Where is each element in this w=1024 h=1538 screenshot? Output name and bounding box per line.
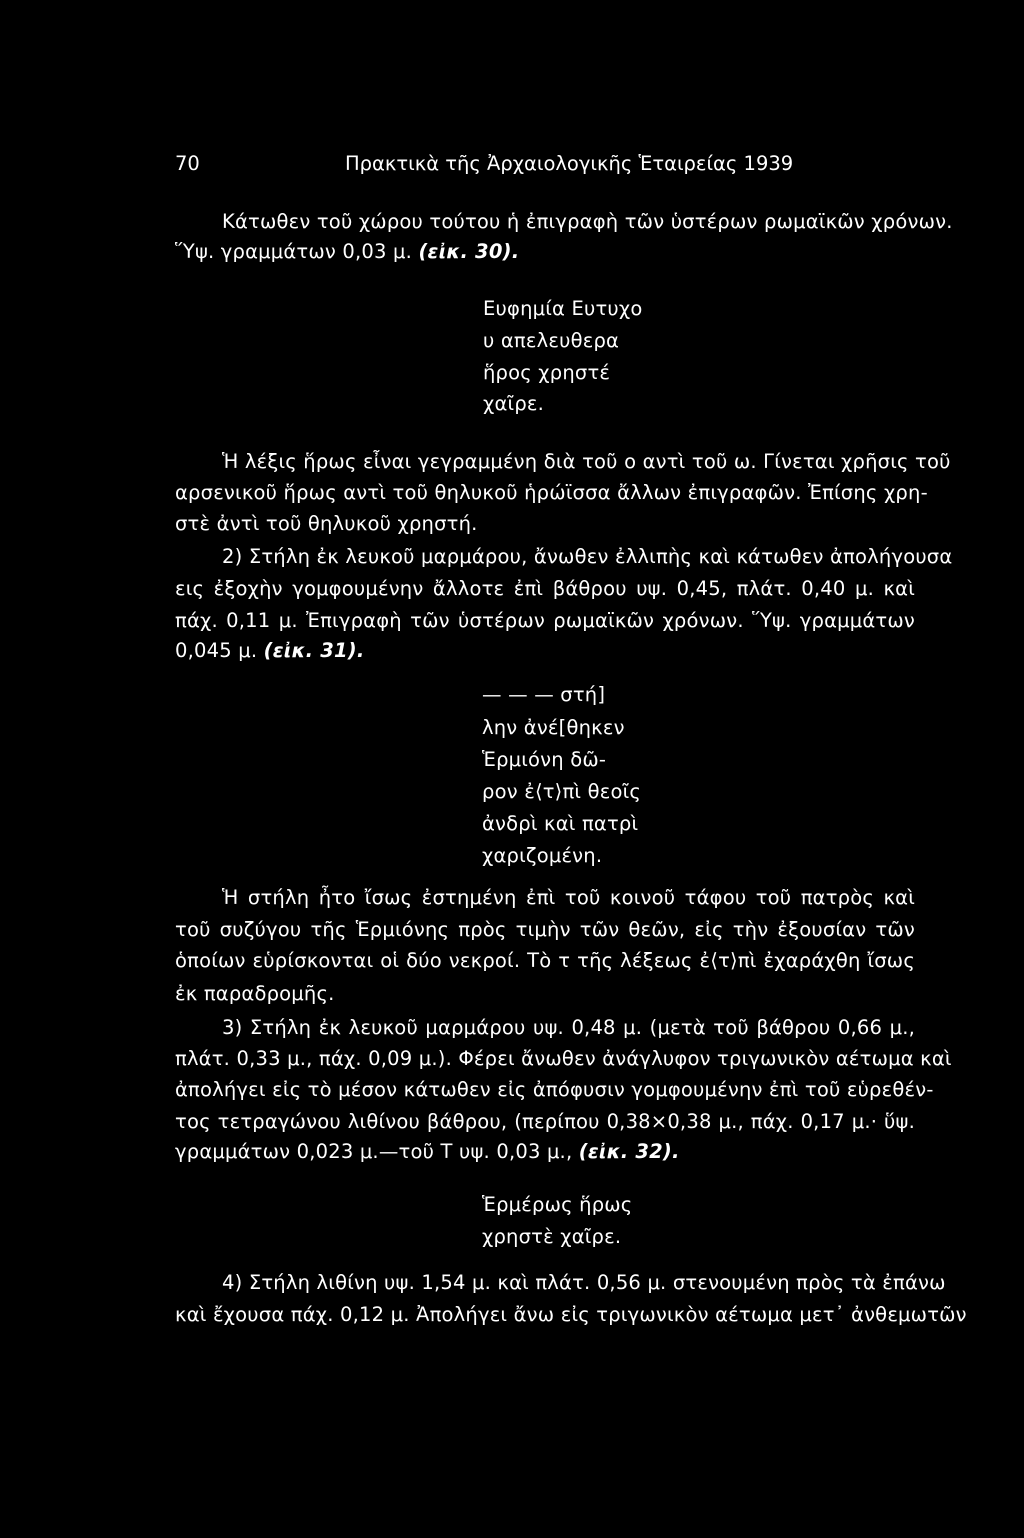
inscription1-line3: ἥρος χρηστέ [483, 361, 611, 384]
para4-line4: ἐκ παραδρομῆς. [175, 982, 335, 1005]
page-number: 70 [175, 152, 200, 175]
figure-ref-30: (εἰκ. 30). [418, 240, 520, 263]
para5-line2: πλάτ. 0,33 μ., πάχ. 0,09 μ.). Φέρει ἄνωθεν ἀνάγλυφον τριγωνικὸν αέτωμα καὶ [175, 1047, 952, 1070]
para2-line1: Ἡ λέξις ἥρως εἶναι γεγραμμένη διὰ τοῦ ο αντὶ τοῦ ω. Γίνεται χρῆσις τοῦ [222, 450, 951, 473]
inscription2-line4: ρον ἐ⟨τ⟩πὶ θεοῖς [482, 780, 642, 803]
para6-line2: καὶ ἔχουσα πάχ. 0,12 μ. Ἀπολήγει ἄνω εἰς τριγωνικὸν αέτωμα μετ᾽ ἀνθεμωτῶν [175, 1303, 967, 1326]
inscription1-line4: χαῖρε. [483, 392, 545, 415]
para1-line1: Κάτωθεν τοῦ χώρου τούτου ἡ ἐπιγραφὴ τῶν ὑστέρων ρωμαϊκῶν χρόνων. [222, 210, 953, 233]
para3-line4 [175, 639, 915, 663]
para3-text: 0,045 μ. [175, 639, 258, 662]
inscription1-line2: υ απελευθερα [483, 329, 620, 352]
para5-line5 [175, 1140, 915, 1164]
para1-line2 [175, 240, 915, 264]
inscription2-line5: ἀνδρὶ καὶ πατρὶ [482, 812, 639, 835]
para4-line3: ὁποίων εὑρίσκονται οἱ δύο νεκροί. Τὸ τ τῆς λέξεως ἐ⟨τ⟩πὶ ἐχαράχθη ἴσως [175, 949, 915, 972]
running-title: Πρακτικὰ τῆς Ἀρχαιολογικῆς Ἑταιρείας 1939 [345, 152, 794, 175]
para3-line3: πάχ. 0,11 μ. Ἐπιγραφὴ τῶν ὑστέρων ρωμαϊκῶν χρόνων. Ὕψ. γραμμάτων [175, 609, 915, 632]
para2-line3: στὲ ἀντὶ τοῦ θηλυκοῦ χρηστή. [175, 512, 478, 535]
inscription2-line3: Ἑρμιόνη δῶ- [482, 748, 607, 771]
para6-line1: 4) Στήλη λιθίνη υψ. 1,54 μ. καὶ πλάτ. 0,56 μ. στενουμένη πρὸς τὰ ἐπάνω [222, 1271, 946, 1294]
para5-text: γραμμάτων 0,023 μ.—τοῦ Τ υψ. 0,03 μ., [175, 1140, 573, 1163]
figure-ref-32: (εἰκ. 32). [578, 1140, 680, 1163]
para4-line2: τοῦ συζύγου τῆς Ἑρμιόνης πρὸς τιμὴν τῶν θεῶν, εἰς τὴν ἐξουσίαν τῶν [175, 918, 915, 941]
inscription2-line2: λην ἀνέ[θηκεν [482, 716, 625, 739]
inscription3-line2: χρηστὲ χαῖρε. [482, 1225, 622, 1248]
para1-text: Ὕψ. γραμμάτων 0,03 μ. [175, 240, 413, 263]
para3-line1: 2) Στήλη ἐκ λευκοῦ μαρμάρου, ἄνωθεν ἐλλιπὴς καὶ κάτωθεν ἀπολήγουσα [222, 545, 953, 568]
inscription1-line1: Ευφημία Ευτυχο [483, 297, 643, 320]
inscription2-line1: — — — στή] [482, 683, 606, 706]
inscription3-line1: Ἑρμέρως ἥρως [482, 1193, 633, 1216]
para5-line3: ἀπολήγει εἰς τὸ μέσον κάτωθεν εἰς ἀπόφυσιν γομφουμένην ἐπὶ τοῦ εὑρεθέν- [175, 1078, 934, 1101]
para5-line4: τος τετραγώνου λιθίνου βάθρου, (περίπου 0,38×0,38 μ., πάχ. 0,17 μ.· ὕψ. [175, 1110, 915, 1133]
para5-line1: 3) Στήλη ἐκ λευκοῦ μαρμάρου υψ. 0,48 μ. (μετὰ τοῦ βάθρου 0,66 μ., [222, 1016, 915, 1039]
inscription2-line6: χαριζομένη. [482, 844, 603, 867]
para3-line2: εις ἐξοχὴν γομφουμένην ἄλλοτε ἐπὶ βάθρου υψ. 0,45, πλάτ. 0,40 μ. καὶ [175, 577, 915, 600]
figure-ref-31: (εἰκ. 31). [263, 639, 365, 662]
para4-line1: Ἡ στήλη ἦτο ἴσως ἐστημένη ἐπὶ τοῦ κοινοῦ τάφου τοῦ πατρὸς καὶ [222, 886, 915, 909]
para2-line2: αρσενικοῦ ἥρως αντὶ τοῦ θηλυκοῦ ἡρώϊσσα ἄλλων ἐπιγραφῶν. Ἐπίσης χρη- [175, 481, 928, 504]
